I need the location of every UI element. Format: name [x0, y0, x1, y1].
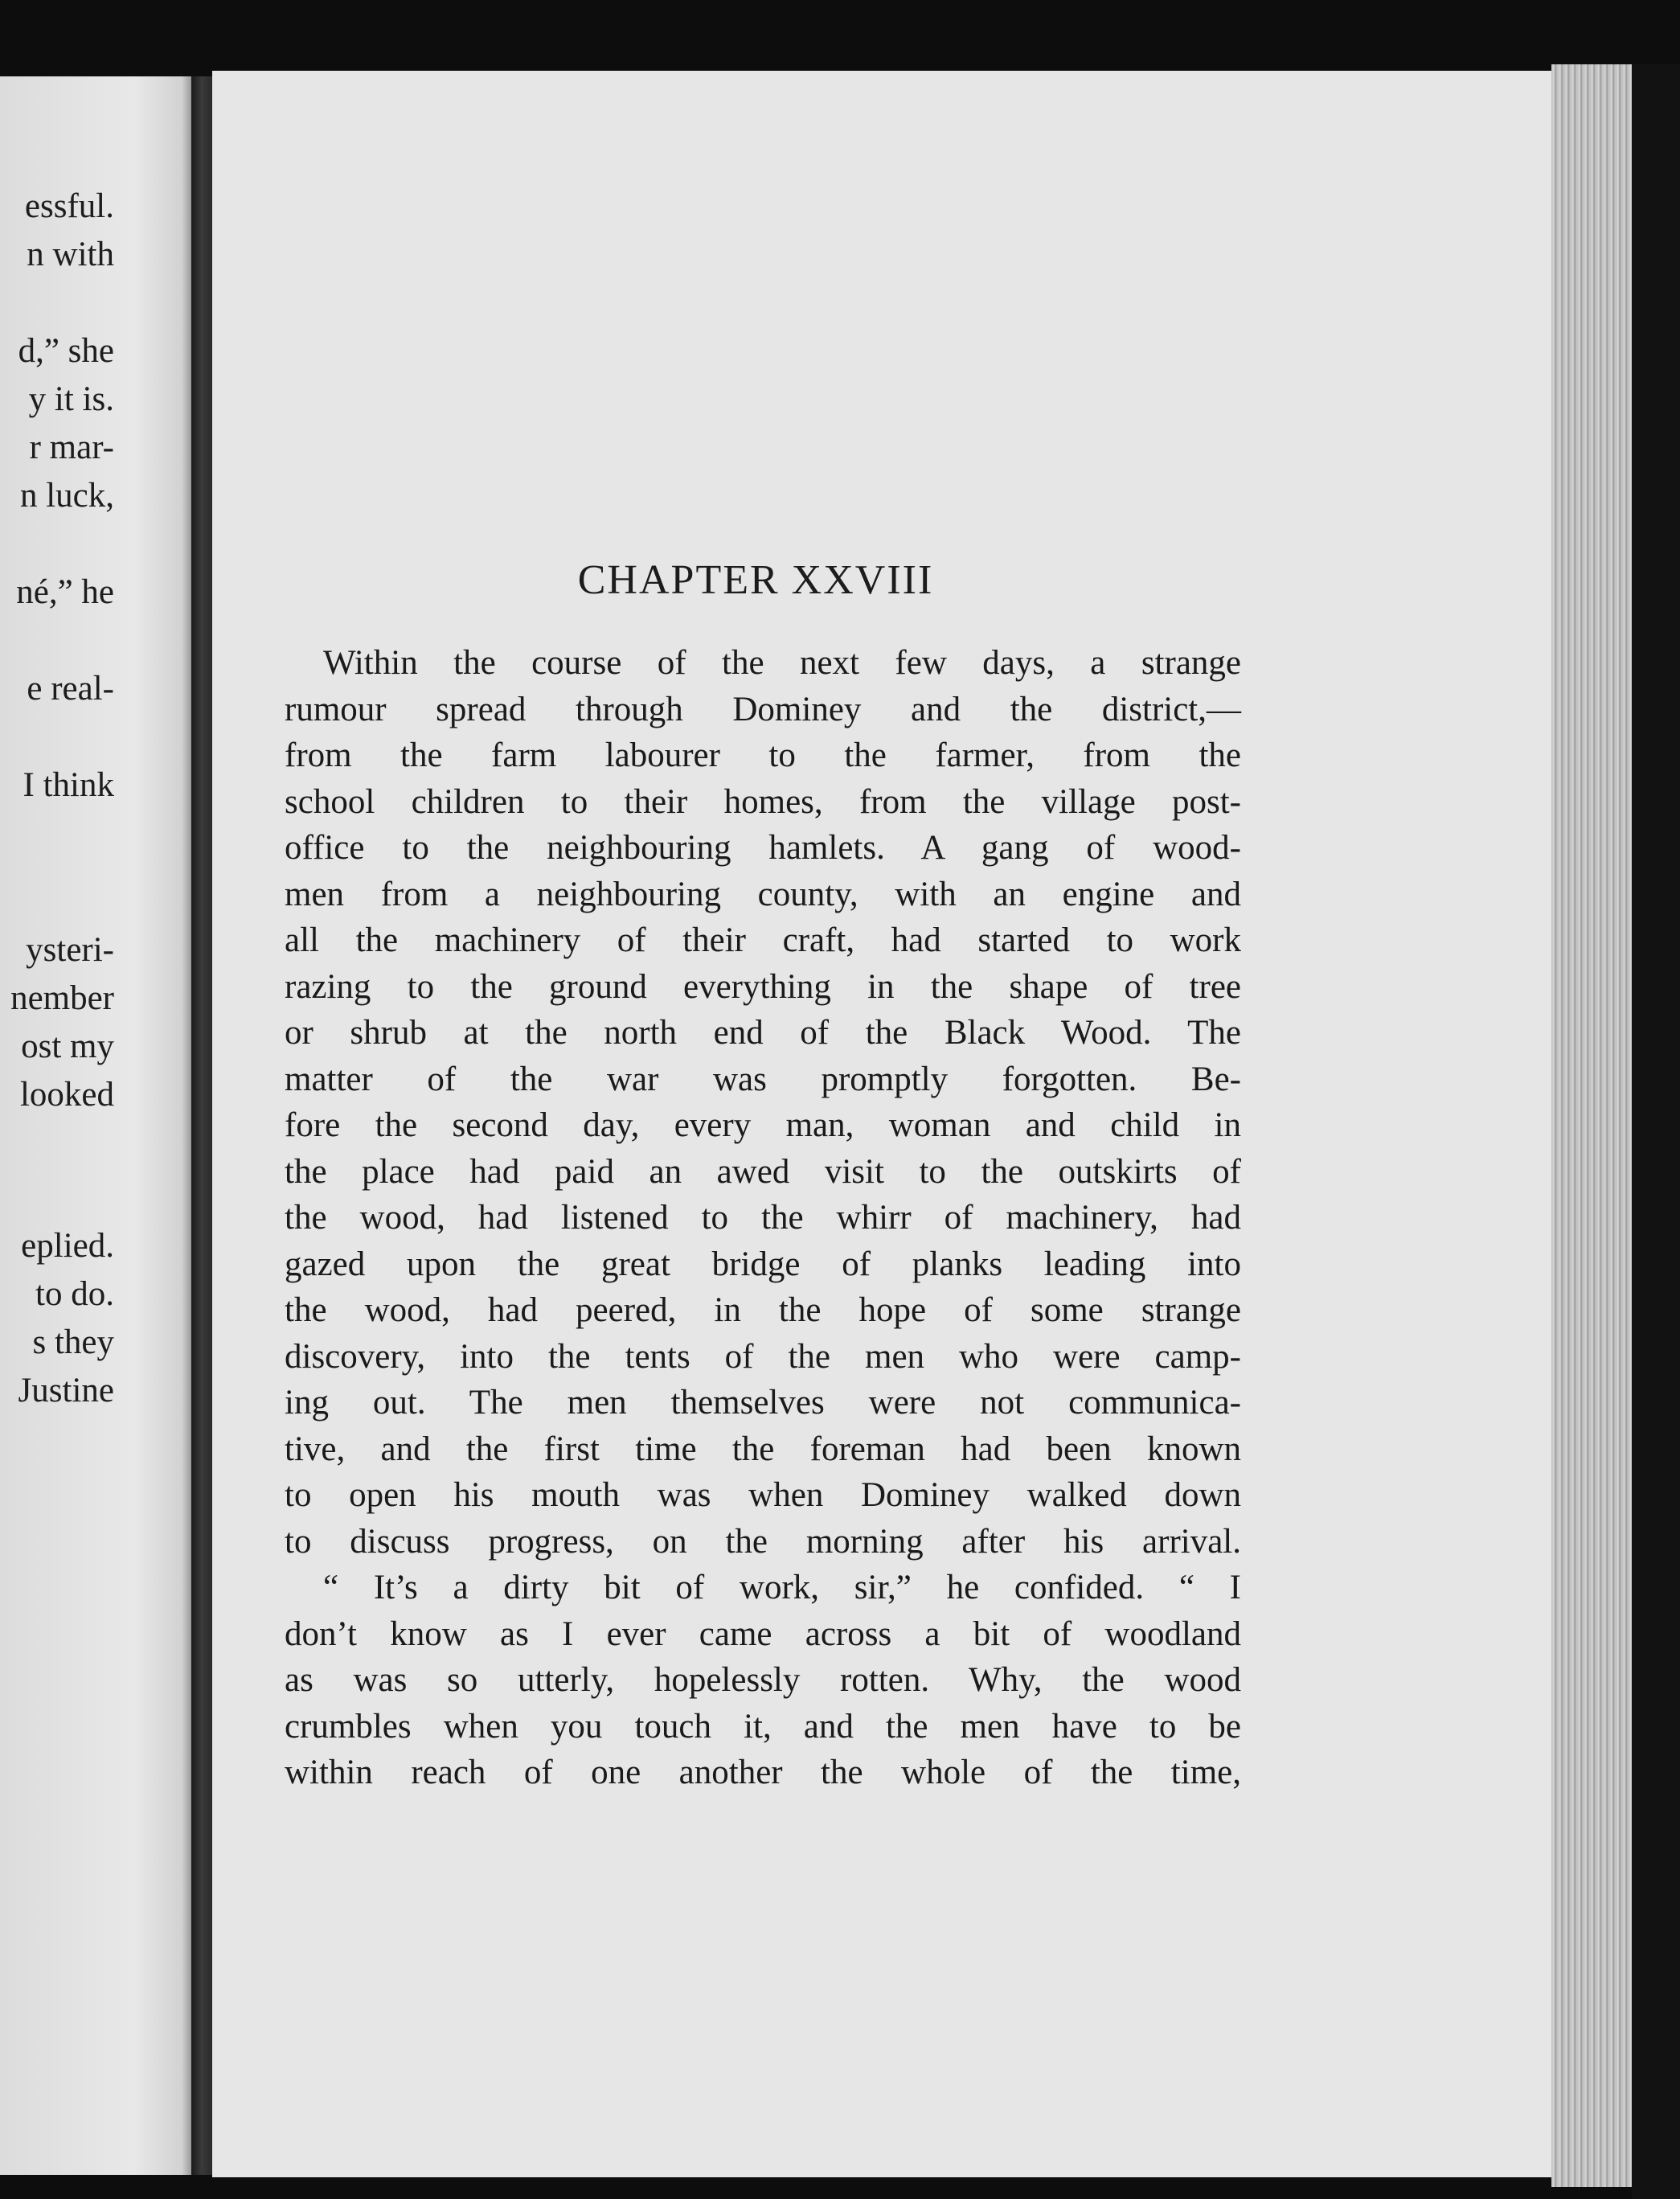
text-line: school children to their homes, from the village post- — [285, 782, 1241, 821]
body-text — [285, 640, 1241, 1796]
text-line: the wood, had peered, in the hope of some strange — [285, 1291, 1241, 1329]
facing-page-line: né,” he — [16, 573, 114, 611]
chapter-title: CHAPTER XXVIII — [577, 557, 934, 603]
facing-page — [0, 76, 191, 2175]
text-line: or shrub at the north end of the Black Wood. The — [285, 1014, 1241, 1052]
facing-page-line: ysteri- — [26, 931, 114, 969]
text-line: rumour spread through Dominey and the district,— — [285, 690, 1241, 728]
text-line: tive, and the first time the foreman had been known — [285, 1430, 1241, 1468]
facing-page-line: eplied. — [21, 1227, 114, 1265]
facing-page-line: y it is. — [28, 380, 114, 418]
text-line: to open his mouth was when Dominey walked down — [285, 1476, 1241, 1514]
text-line: within reach of one another the whole of the time, — [285, 1754, 1241, 1791]
book-gutter — [191, 76, 212, 2175]
text-line: crumbles when you touch it, and the men have to be — [285, 1707, 1241, 1746]
text-line: ing out. The men themselves were not communica- — [285, 1384, 1241, 1422]
facing-page-line: Justine — [18, 1372, 114, 1409]
facing-page-line: to do. — [35, 1275, 114, 1313]
text-line: razing to the ground everything in the shape of tree — [285, 967, 1241, 1006]
facing-page-line: e real- — [27, 670, 114, 708]
facing-page-line: I think — [23, 766, 114, 804]
text-line: as was so utterly, hopelessly rotten. Why, the wood — [285, 1661, 1241, 1699]
facing-page-line: d,” she — [18, 332, 114, 370]
text-line: matter of the war was promptly forgotten. Be- — [285, 1060, 1241, 1098]
facing-page-line: n luck, — [19, 477, 114, 515]
facing-page-line: n with — [27, 236, 114, 273]
text-line: the wood, had listened to the whirr of machinery, had — [285, 1199, 1241, 1237]
text-line: the place had paid an awed visit to the outskirts of — [285, 1152, 1241, 1191]
text-line: don’t know as I ever came across a bit of woodland — [285, 1614, 1241, 1653]
text-line: office to the neighbouring hamlets. A gang of wood- — [285, 829, 1241, 867]
text-line: from the farm labourer to the farmer, from the — [285, 736, 1241, 774]
background-edge — [1632, 64, 1680, 2199]
text-line: gazed upon the great bridge of planks leading into — [285, 1245, 1241, 1283]
facing-page-line: looked — [19, 1076, 114, 1114]
text-line: to discuss progress, on the morning after his arrival. — [285, 1522, 1241, 1561]
facing-page-line: essful. — [24, 187, 114, 225]
text-line: discovery, into the tents of the men who were camp- — [285, 1337, 1241, 1376]
facing-page-line: r mar- — [29, 429, 114, 466]
text-line: all the machinery of their craft, had started to work — [285, 921, 1241, 959]
text-line: fore the second day, every man, woman and child in — [285, 1106, 1241, 1144]
text-line: men from a neighbouring county, with an engine and — [285, 875, 1241, 913]
facing-page-line: s they — [32, 1323, 114, 1361]
text-line: “ It’s a dirty bit of work, sir,” he confided. “ I — [323, 1569, 1241, 1606]
facing-page-line: nember — [10, 979, 114, 1017]
facing-page-line: ost my — [21, 1028, 114, 1065]
page-edges — [1551, 64, 1632, 2187]
text-line: Within the course of the next few days, a strange — [323, 644, 1241, 682]
